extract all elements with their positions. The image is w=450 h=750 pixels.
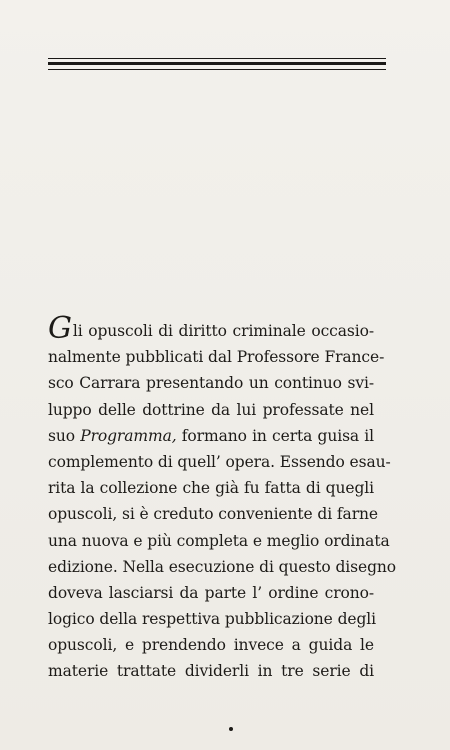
text-line: [48, 423, 374, 449]
text-line: una nuova e più completa e meglio ordinata: [48, 531, 390, 550]
italic-title: Programma,: [80, 426, 177, 445]
line-text: formano in certa guisa il: [181, 426, 375, 445]
body-paragraph: [48, 311, 397, 685]
text-line: sco Carrara presentando un continuo svi-: [48, 374, 374, 393]
text-line: luppo delle dottrine da lui professate nel: [48, 400, 374, 419]
text-line: edizione. Nella esecuzione di questo disegno: [48, 557, 397, 576]
header-rule-top: [48, 58, 386, 59]
text-line: [48, 311, 374, 346]
text-line: complemento di quell’ opera. Essendo esau-: [48, 452, 391, 471]
initial-letter: G: [48, 311, 72, 346]
text-line: opuscoli, si è creduto conveniente di farne: [48, 505, 378, 524]
line-text: suo: [48, 426, 75, 445]
text-line: nalmente pubblicati dal Professore France-: [48, 348, 385, 367]
header-rule-thick: [48, 62, 386, 65]
text-line: opuscoli, e prendendo invece a guida le: [48, 636, 374, 655]
text-line: doveva lasciarsi da parte l’ ordine crono-: [48, 583, 374, 602]
text-line: logico della respettiva pubblicazione degli: [48, 610, 377, 629]
page-mark-dot: [229, 727, 233, 731]
line-text: li opuscoli di diritto criminale occasio-: [72, 322, 374, 340]
text-line: materie trattate dividerli in tre serie di: [48, 662, 374, 681]
text-line: rita la collezione che già fu fatta di quegli: [48, 479, 374, 498]
header-rule-bottom: [48, 69, 386, 70]
